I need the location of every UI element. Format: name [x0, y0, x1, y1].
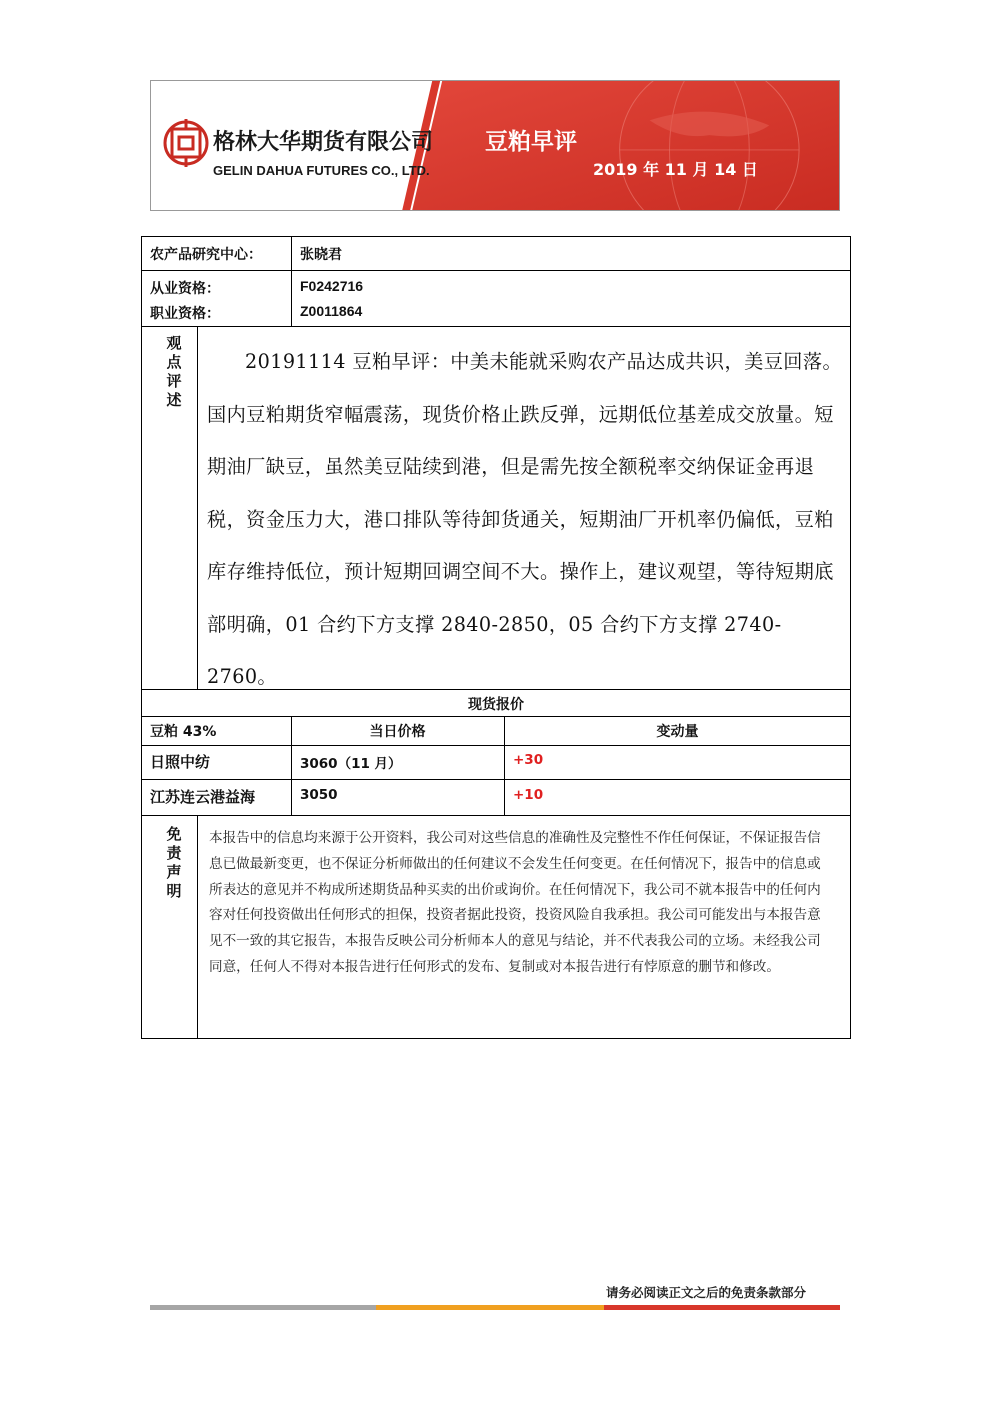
- company-logo-icon: [163, 117, 209, 169]
- analysis-text: 20191114 豆粕早评：中美未能就采购农产品达成共识，美豆回落。国内豆粕期货窄幅震荡，现货价格止跌反弹，远期低位基差成交放量。短期油厂缺豆，虽然美豆陆续到港，但是需先按全额税率交纳保证金再退税，资金压力大，港口排队等待卸货通关，短期油厂开机率仍偏低，豆粕库存维持低位，预计短期回调空间不大。操作上，建议观望，等待短期底部明确，01 合约下方支撑 2840-2850，05 合约下方支撑 2740-2760。: [207, 350, 843, 688]
- spot-section-title: 现货报价: [468, 697, 524, 713]
- report-title: 豆粕早评: [485, 129, 577, 155]
- spot-row-price: 3050: [300, 787, 338, 803]
- spot-row-change: +30: [513, 752, 544, 768]
- spot-row-price: 3060（11 月）: [300, 756, 402, 772]
- disclaimer-section-label: 免责声明: [166, 825, 182, 900]
- report-date: 2019 年 11 月 14 日: [593, 160, 758, 179]
- spot-row-change: +10: [513, 787, 544, 803]
- qualification-1-label: 从业资格：: [150, 281, 220, 297]
- qualification-2-label: 职业资格：: [150, 306, 220, 322]
- header-banner: [150, 80, 840, 211]
- spot-header-product: 豆粕 43%: [150, 724, 217, 740]
- disclaimer-text: 本报告中的信息均来源于公开资料，我公司对这些信息的准确性及完整性不作任何保证，不保证报告信息已做最新变更，也不保证分析师做出的任何建议不会发生任何变更。在任何情况下，报告中的信息或所表达的意见并不构成所述期货品种买卖的出价或询价。在任何情况下，我公司不就本报告中的任何内容对任何投资做出任何形式的担保，投资者据此投资，投资风险自我承担。我公司可能发出与本报告意见不一致的其它报告，本报告反映公司分析师本人的意见与结论，并不代表我公司的立场。未经我公司同意，任何人不得对本报告进行任何形式的发布、复制或对本报告进行有悖原意的删节和修改。: [209, 830, 821, 975]
- qualification-2-value: Z0011864: [300, 303, 363, 319]
- analyst-name: 张晓君: [300, 247, 342, 263]
- spot-header-change: 变动量: [656, 724, 699, 740]
- view-section-label: 观点评述: [166, 334, 182, 409]
- spot-row-name: 日照中纺: [150, 753, 211, 771]
- footer-bar-gray: [150, 1305, 376, 1310]
- company-name-cn: 格林大华期货有限公司: [213, 130, 434, 155]
- footer-bar-red: [604, 1305, 840, 1310]
- spot-header-price: 当日价格: [369, 724, 426, 740]
- research-center-label: 农产品研究中心：: [150, 247, 262, 263]
- qualification-1-value: F0242716: [300, 278, 364, 294]
- spot-row-name: 江苏连云港益海: [150, 788, 256, 806]
- footer-note: 请务必阅读正文之后的免责条款部分: [606, 1285, 807, 1300]
- footer-bar-orange: [376, 1305, 604, 1310]
- company-name-en: GELIN DAHUA FUTURES CO., LTD.: [213, 163, 430, 178]
